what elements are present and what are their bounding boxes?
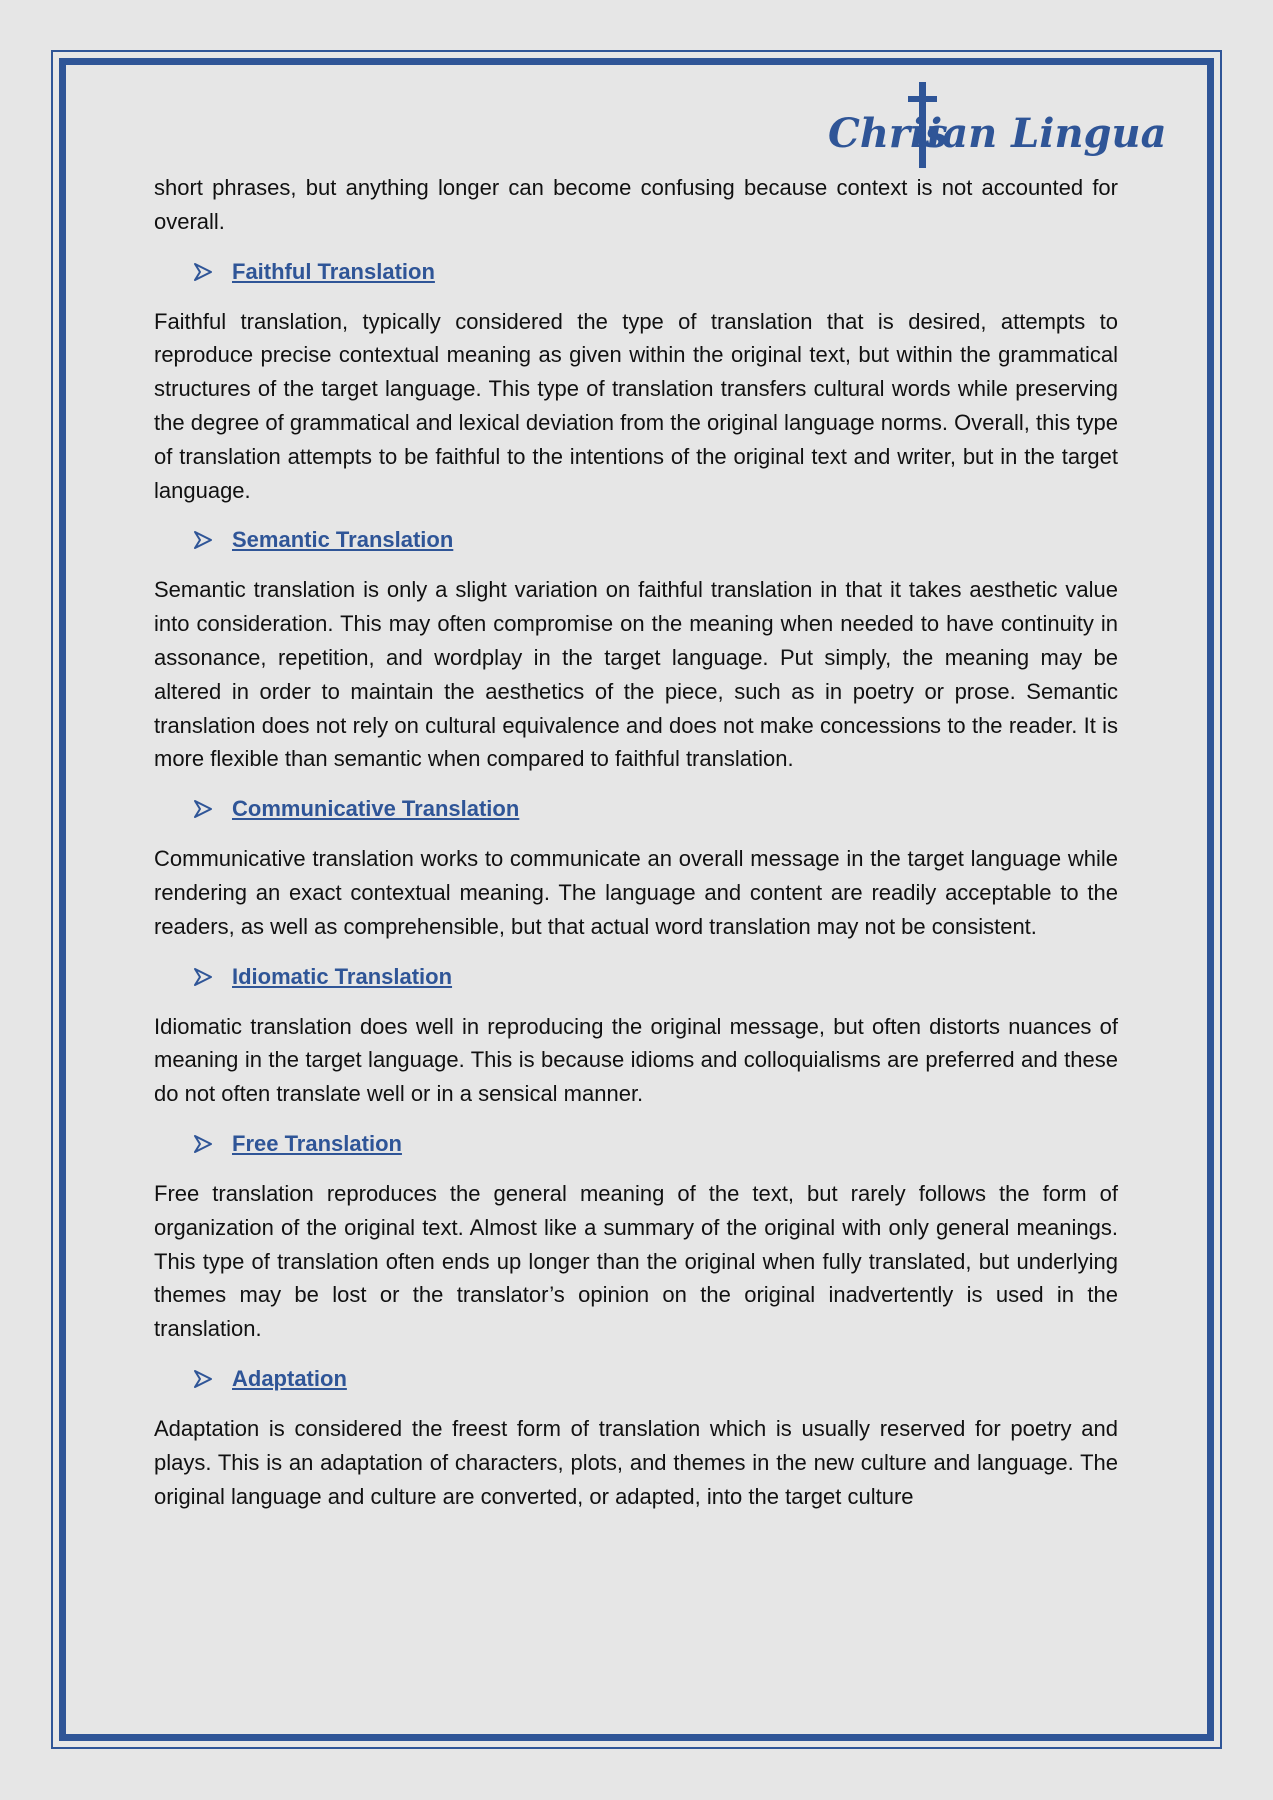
section-title: Communicative Translation	[232, 796, 520, 822]
arrow-bullet-icon	[194, 531, 212, 549]
section-paragraph: Idiomatic translation does well in reproducing the original message, but often distorts nuances of meaning in the target language. This is because idioms and colloquialisms are preferred and these do not often translate well or in a sensical manner.	[154, 1013, 1118, 1107]
section-title: Semantic Translation	[232, 527, 454, 553]
arrow-bullet-icon	[194, 1135, 212, 1153]
logo-text-part1: Chris	[828, 110, 948, 157]
section-title: Idiomatic Translation	[232, 963, 453, 989]
section-paragraph: Free translation reproduces the general meaning of the text, but rarely follows the form of organization of the original text. Almost like a summary of the original with only general meanings. This type of translation often ends up longer than the original when fully translated, but underlying themes may be lost or the translator’s opinion on the original inadvertently is used in the translation.	[154, 1180, 1118, 1342]
section-heading-communicative	[194, 792, 1118, 826]
section-paragraph: Semantic translation is only a slight variation on faithful translation in that it takes aesthetic value into consideration. This may often compromise on the meaning when needed to have continuity in assonance, repetition, and wordplay in the target language. Put simply, the meaning may be altered in order to maintain the aesthetics of the piece, such as in poetry or prose. Semantic translation does not rely on cultural equivalence and does not make concessions to the reader. It is more flexible than semantic when compared to faithful translation.	[154, 577, 1118, 772]
section-heading-adaptation	[194, 1362, 1118, 1396]
section-title: Faithful Translation	[232, 258, 435, 284]
arrow-bullet-icon	[194, 263, 212, 281]
section-title: Free Translation	[232, 1131, 402, 1157]
document-body	[154, 171, 1118, 1529]
logo-text-part2: ian Lingua	[927, 110, 1167, 157]
section-heading-free	[194, 1127, 1118, 1161]
section-heading-semantic	[194, 523, 1118, 557]
arrow-bullet-icon	[194, 800, 212, 818]
arrow-bullet-icon	[194, 1370, 212, 1388]
section-paragraph: Adaptation is considered the freest form of translation which is usually reserved for poetry and plays. This is an adaptation of characters, plots, and themes in the new culture and language. The original language and culture are converted, or adapted, into the target culture	[154, 1415, 1118, 1509]
section-paragraph: Faithful translation, typically considered the type of translation that is desired, attempts to reproduce precise contextual meaning as given within the original text, but within the grammatical structures of the target language. This type of translation transfers cultural words while preserving the degree of grammatical and lexical deviation from the original language norms. Overall, this type of translation attempts to be faithful to the intentions of the original text and writer, but in the target language.	[154, 308, 1118, 503]
section-heading-idiomatic	[194, 960, 1118, 994]
section-title: Adaptation	[232, 1366, 347, 1392]
section-heading-faithful	[194, 255, 1118, 289]
christian-lingua-logo	[820, 80, 1167, 170]
arrow-bullet-icon	[194, 968, 212, 986]
intro-paragraph: short phrases, but anything longer can become confusing because context is not accounted for overall.	[154, 175, 1118, 234]
section-paragraph: Communicative translation works to communicate an overall message in the target language while rendering an exact contextual meaning. The language and content are readily acceptable to the readers, as well as comprehensible, but that actual word translation may not be consistent.	[154, 846, 1118, 939]
